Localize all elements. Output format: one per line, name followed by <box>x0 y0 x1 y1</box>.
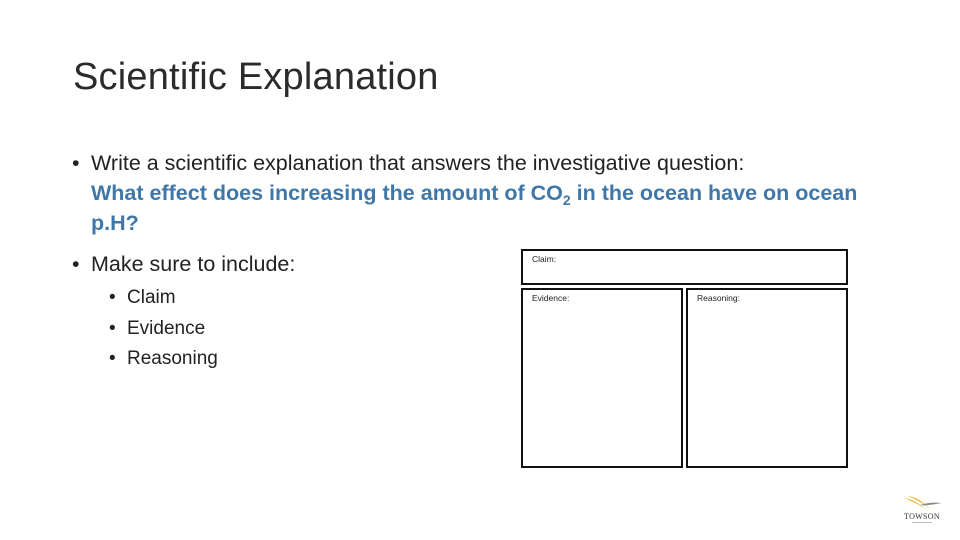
bullet-list <box>72 148 902 238</box>
slide-title: Scientific Explanation <box>73 56 439 98</box>
evidence-box[interactable] <box>521 288 683 468</box>
list-item-reasoning <box>109 344 218 375</box>
bullet-text: Write a scientific explanation that answers the investigative question: <box>91 151 745 175</box>
list-item-evidence <box>109 314 218 345</box>
towson-wordmark: TOWSON <box>904 512 940 521</box>
list-item-label: Claim <box>127 287 176 308</box>
question-part-1: What effect does increasing the amount of CO <box>91 181 563 205</box>
bullet-make-sure <box>72 249 295 279</box>
list-item-label: Evidence <box>127 317 206 339</box>
include-list <box>109 283 218 375</box>
list-item-label: Reasoning <box>127 348 218 369</box>
evidence-box-label: Evidence: <box>532 293 570 303</box>
bullet-dot: • <box>109 287 116 308</box>
list-item-claim <box>109 283 218 314</box>
towson-swoosh-icon <box>898 494 946 514</box>
claim-box-label: Claim: <box>532 254 557 264</box>
bullet-dot: • <box>109 317 116 339</box>
bullet-investigative-question <box>72 148 902 238</box>
logo-tagline-line <box>912 522 932 523</box>
reasoning-box-label: Reasoning: <box>697 293 741 303</box>
bullet-dot: • <box>72 151 80 175</box>
question-part-2: in the ocean have on ocean p.H? <box>91 181 858 235</box>
reasoning-box[interactable] <box>686 288 848 468</box>
towson-logo <box>898 494 946 526</box>
bullet-text: Make sure to include: <box>91 252 296 276</box>
bullet-dot: • <box>72 252 80 276</box>
investigative-question <box>91 181 857 235</box>
question-subscript: 2 <box>562 192 571 208</box>
bullet-dot: • <box>109 348 116 369</box>
claim-box[interactable] <box>521 249 848 285</box>
